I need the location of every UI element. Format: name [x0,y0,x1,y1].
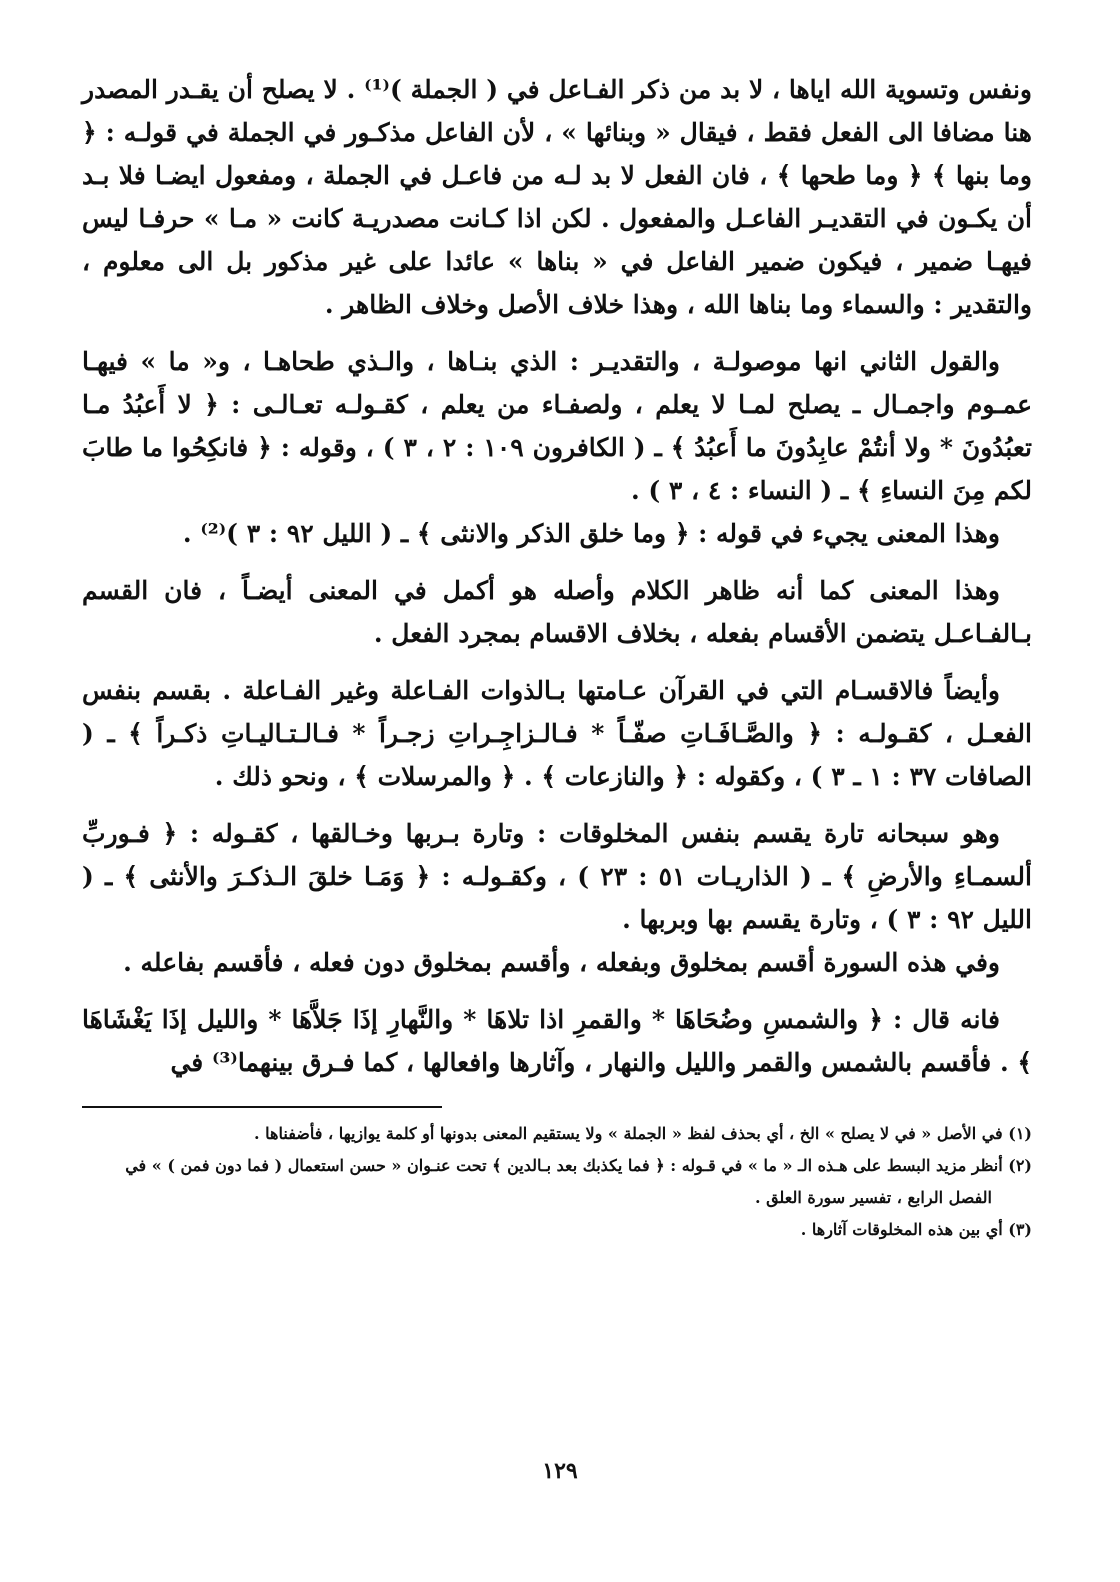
paragraph-6: وهو سبحانه تارة يقسم بنفس المخلوقات : وتارة بـربها وخـالقها ، كقـوله : ﴿ فـوربِّ ألسمـاءِ والأرضِ ﴾ ـ ( الذاريـات ٥١ : ٢٣ ) ، وكقـولـه : ﴿ وَمَـا خلقَ الـذكـرَ والأنثى ﴾ ـ ( الليل ٩٢ : ٣ ) ، وتارة يقسم بها وبربها . [82,819,1032,934]
footnote-2-continuation: الفصل الرابع ، تفسير سورة العلق . [754,1188,992,1207]
paragraph-2: والقول الثاني انها موصولـة ، والتقديـر : الذي بنـاها ، والـذي طحاهـا ، و« ما » فيهـا عمـوم واجمـال ـ يصلح لمـا لا يعلم ، ولصفـاء من يعلم ، كقـولـه تعـالـى : ﴿ لا أَعبُدُ مـا تعبُدُونَ * ولا أنتُمْ عابِدُونَ ما أَعبُدُ ﴾ ـ ( الكافرون ١٠٩ : ٢ ، ٣ ) ، وقوله : ﴿ فانكِحُوا ما طابَ لكم مِنَ النساءِ ﴾ ـ ( النساء : ٤ ، ٣ ) . [82,347,1032,505]
paragraph-3: وهذا المعنى يجيء في قوله : ﴿ وما خلق الذكر والانثى ﴾ ـ ( الليل ٩٢ : ٣ )⁽²⁾ . [182,519,1000,548]
footnote-3: (٣) أي بين هذه المخلوقات آثارها . [800,1220,1032,1239]
footnote-1: (١) في الأصل « في لا يصلح » الخ ، أي بحذف لفظ « الجملة » ولا يستقيم المعنى بدونها أو كلمة يوازيها ، فأضفناها . [254,1124,1032,1143]
paragraph-7: وفي هذه السورة أقسم بمخلوق وبفعله ، وأقسم بمخلوق دون فعله ، فأقسم بفاعله . [123,948,1000,977]
paragraph-1: ونفس وتسوية الله اياها ، لا بد من ذكر الفـاعل في ( الجملة )⁽¹⁾ . لا يصلح أن يقـدر المصدر هنا مضافا الى الفعل فقط ، فيقال « وبنائها » ، لأن الفاعل مذكـور في الجملة في قولـه : ﴿ وما بنها ﴾ ﴿ وما طحها ﴾ ، فان الفعل لا بد لـه من فاعـل في الجملة ، ومفعول ايضـا فلا بـد أن يكـون في التقديـر الفاعـل والمفعول . لكن اذا كـانت مصدريـة كانت « مـا » حرفـا ليس فيهـا ضمير ، فيكون ضمير الفاعل في « بناها » عائدا على غير مذكور بل الى معلوم ، والتقدير : والسماء وما بناها الله ، وهذا خلاف الأصل وخلاف الظاهر . [82,75,1032,319]
main-text [82,68,1032,1084]
footnote-divider [82,1106,442,1108]
footnote-2: (٢) أنظر مزيد البسط على هـذه الـ « ما » في قـوله : ﴿ فما يكذبك بعد بـالدين ﴾ تحت عنـوان « حسن استعمال ( فما دون فمن ) » في [125,1156,1032,1175]
page-number: ١٢٩ [542,1458,578,1484]
footnotes [82,1118,1032,1246]
paragraph-5: وأيضاً فالاقسـام التي في القرآن عـامتها بـالذوات الفـاعلة وغير الفـاعلة . بقسم بنفس الفعـل ، كقـولـه : ﴿ والصَّـافَـاتِ صفّـاً * فـالـزاجِـراتِ زجـراً * فـالـتـاليـاتِ ذكـراً ﴾ ـ ( الصافات ٣٧ : ١ ـ ٣ ) ، وكقوله : ﴿ والنازعات ﴾ . ﴿ والمرسلات ﴾ ، ونحو ذلك . [82,676,1032,791]
paragraph-8: فانه قال : ﴿ والشمسِ وضُحَاهَا * والقمرِ اذا تلاهَا * والنَّهارِ إذَا جَلاَّهَا * والليل إذَا يَغْشَاهَا ﴾ . فأقسم بالشمس والقمر والليل والنهار ، وآثارها وافعالها ، كما فـرق بينهما⁽³⁾ في [82,1005,1032,1077]
paragraph-4: وهذا المعنى كما أنه ظاهر الكلام وأصله هو أكمل في المعنى أيضـاً ، فان القسم بـالفـاعـل يتضمن الأقسام بفعله ، بخلاف الاقسام بمجرد الفعل . [82,576,1032,648]
